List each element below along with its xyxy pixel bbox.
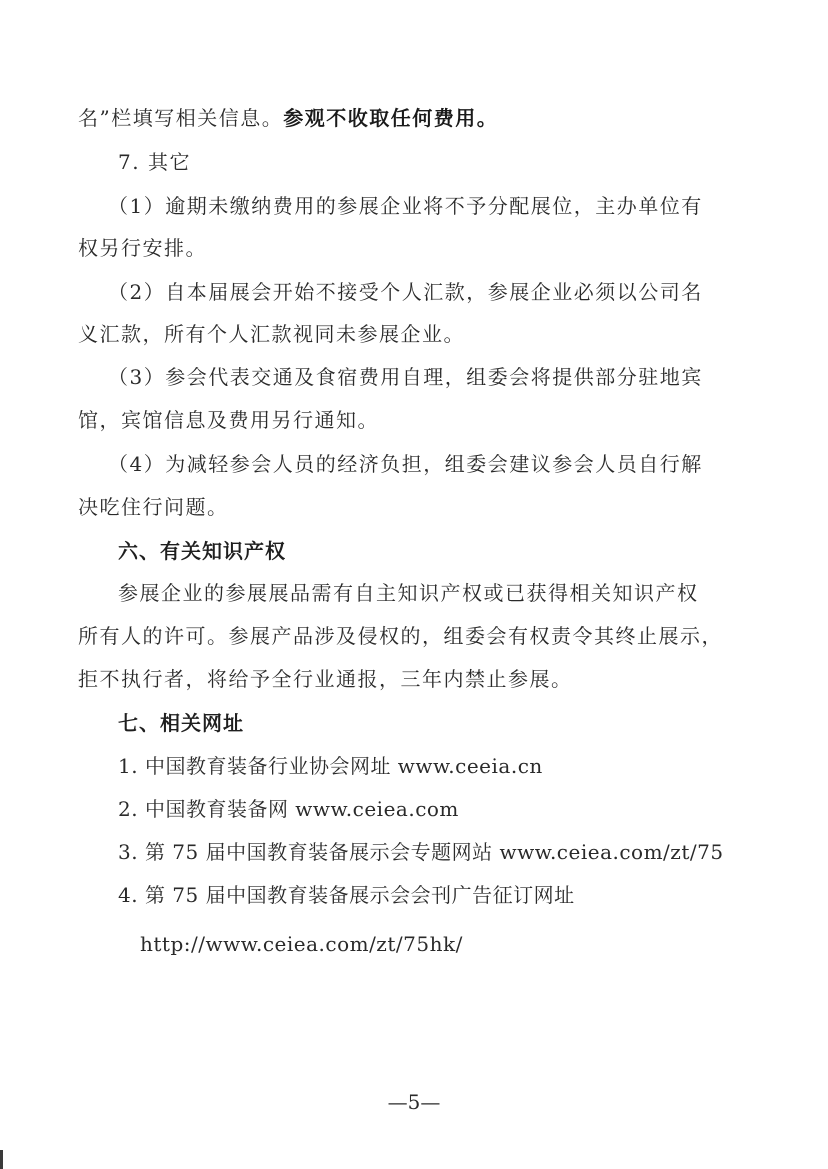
page-number: —5— — [387, 1090, 441, 1114]
ip-para-line-1: 参展企业的参展展品需有自主知识产权或已获得相关知识产权 — [118, 581, 699, 605]
section-6-heading: 六、有关知识产权 — [118, 539, 286, 563]
url-item-3: 3. 第 75 届中国教育装备展示会专题网站 www.ceiea.com/zt/75 — [118, 840, 724, 864]
item-3-line-1: （3）参会代表交通及食宿费用自理，组委会将提供部分驻地宾 — [108, 365, 703, 389]
url-item-2: 2. 中国教育装备网 www.ceiea.com — [118, 797, 459, 821]
url-item-4: 4. 第 75 届中国教育装备展示会会刊广告征订网址 — [118, 883, 575, 907]
section-7-heading: 七、相关网址 — [118, 711, 244, 735]
section-7-title: 7. 其它 — [118, 150, 191, 174]
item-4-line-1: （4）为减轻参会人员的经济负担，组委会建议参会人员自行解 — [108, 452, 703, 476]
info-text: 名”栏填写相关信息。 — [78, 106, 284, 130]
ad-order-link: http://www.ceiea.com/zt/75hk/ — [140, 932, 463, 956]
item-2-line-1: （2）自本届展会开始不接受个人汇款，参展企业必须以公司名 — [108, 280, 703, 304]
item-1-line-2: 权另行安排。 — [78, 236, 207, 260]
free-admission-note: 参观不收取任何费用。 — [283, 106, 499, 130]
item-2-line-2: 义汇款，所有个人汇款视同未参展企业。 — [78, 322, 465, 346]
item-3-line-2: 馆，宾馆信息及费用另行通知。 — [78, 408, 379, 432]
ip-para-line-3: 拒不执行者，将给予全行业通报，三年内禁止参展。 — [78, 667, 573, 691]
item-4-line-2: 决吃住行问题。 — [78, 495, 229, 519]
url-item-1: 1. 中国教育装备行业协会网址 www.ceeia.cn — [118, 754, 543, 778]
info-line — [78, 104, 498, 132]
scan-edge-mark — [0, 1150, 3, 1169]
item-1-line-1: （1）逾期未缴纳费用的参展企业将不予分配展位，主办单位有 — [108, 194, 703, 218]
ip-para-line-2: 所有人的许可。参展产品涉及侵权的，组委会有权责令其终止展示， — [78, 624, 723, 648]
